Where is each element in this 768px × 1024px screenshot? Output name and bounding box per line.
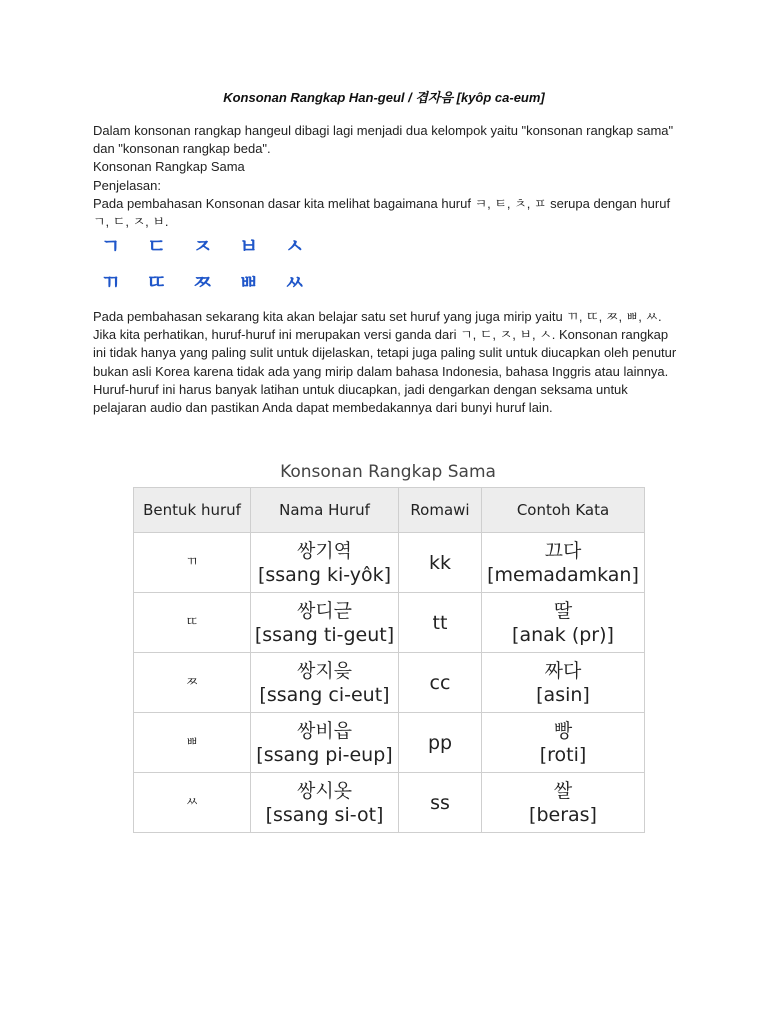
example-meaning: [beras]	[529, 803, 597, 826]
hangul-glyph: ㅃ	[239, 270, 259, 294]
letter-name	[251, 653, 399, 713]
section-heading: Konsonan Rangkap Sama	[93, 159, 245, 175]
table-row	[134, 593, 645, 653]
example-meaning: [memadamkan]	[487, 563, 639, 586]
explanation-label: Penjelasan:	[93, 177, 161, 193]
hangul-glyph: ㅈ	[193, 234, 213, 258]
letter-name-korean: 쌍비읍	[296, 719, 353, 742]
letter-name	[251, 773, 399, 833]
letter-name	[251, 593, 399, 653]
letter-form: ㄲ	[134, 533, 251, 593]
letter-name-korean: 쌍디귿	[296, 599, 353, 622]
hangul-glyph: ㅉ	[193, 270, 213, 294]
example-word	[482, 653, 645, 713]
column-header: Nama Huruf	[251, 488, 399, 533]
hangul-glyph: ㅆ	[285, 270, 305, 294]
letter-form: ㅉ	[134, 653, 251, 713]
single-consonant-row	[101, 230, 331, 259]
letter-name	[251, 713, 399, 773]
letter-name-roman: [ssang ti-geut]	[254, 623, 395, 646]
hangul-glyph: ㄷ	[147, 234, 167, 258]
column-header: Bentuk huruf	[134, 488, 251, 533]
double-consonant-row	[101, 266, 331, 295]
letter-name-korean: 쌍시옷	[296, 779, 353, 802]
table-row	[134, 773, 645, 833]
table-header-row	[134, 488, 645, 533]
hangul-glyph: ㄸ	[147, 270, 167, 294]
example-meaning: [anak (pr)]	[512, 623, 614, 646]
letter-name-korean: 쌍지읒	[296, 659, 353, 682]
example-word	[482, 593, 645, 653]
intro-paragraph: Dalam konsonan rangkap hangeul dibagi lagi menjadi dua kelompok yaitu "konsonan rangkap sama" dan "konsonan rangkap beda".	[93, 123, 674, 157]
letter-form: ㄸ	[134, 593, 251, 653]
hangul-glyph: ㅅ	[285, 234, 305, 258]
page-title: Konsonan Rangkap Han-geul / 겹자음 [kyôp ca-eum]	[223, 90, 545, 105]
hangul-glyph: ㅂ	[239, 234, 259, 258]
consonant-table	[133, 487, 645, 833]
romanization: kk	[399, 533, 482, 593]
intro-section	[93, 122, 683, 231]
body-paragraph: Pada pembahasan sekarang kita akan belajar satu set huruf yang juga mirip yaitu ㄲ, ㄸ, ㅉ, ㅃ, ㅆ. Jika kita perhatikan, huruf-huruf ini merupakan versi ganda dari ㄱ, ㄷ, ㅈ, ㅂ, ㅅ. Konsonan rangkap ini tidak hanya yang paling sulit untuk dijelaskan, tetapi juga paling sulit untuk diucapkan oleh penutur bukan asli Korea karena tidak ada yang mirip dalam bahasa Indonesia, bahasa Inggris atau lainnya. Huruf-huruf ini harus banyak latihan untuk diucapkan, jadi dengarkan dengan seksama untuk pelajaran audio dan pastikan Anda dapat membedakannya dari bunyi huruf lain.	[93, 309, 677, 416]
hangul-glyph: ㄲ	[101, 270, 121, 294]
letter-name	[251, 533, 399, 593]
column-header: Romawi	[399, 488, 482, 533]
example-korean: 짜다	[544, 659, 582, 682]
romanization: tt	[399, 593, 482, 653]
hangul-glyph: ㄱ	[101, 234, 121, 258]
table-caption: Konsonan Rangkap Sama	[280, 462, 496, 482]
example-korean: 끄다	[544, 539, 582, 562]
example-korean: 빵	[553, 719, 573, 742]
example-meaning: [roti]	[539, 743, 587, 766]
letter-form: ㅆ	[134, 773, 251, 833]
table-row	[134, 653, 645, 713]
explanation-paragraph: Pada pembahasan Konsonan dasar kita melihat bagaimana huruf ㅋ, ㅌ, ㅊ, ㅍ serupa dengan huruf ㄱ, ㄷ, ㅈ, ㅂ.	[93, 195, 671, 230]
example-word	[482, 773, 645, 833]
example-meaning: [asin]	[536, 683, 590, 706]
romanization: cc	[399, 653, 482, 713]
letter-form: ㅃ	[134, 713, 251, 773]
table-row	[134, 713, 645, 773]
letter-name-korean: 쌍기역	[296, 539, 353, 562]
letter-name-roman: [ssang ki-yôk]	[257, 563, 392, 586]
example-korean: 딸	[553, 599, 573, 622]
example-word	[482, 713, 645, 773]
example-word	[482, 533, 645, 593]
example-korean: 쌀	[553, 779, 573, 802]
romanization: pp	[399, 713, 482, 773]
table-row	[134, 533, 645, 593]
letter-name-roman: [ssang ci-eut]	[259, 683, 390, 706]
romanization: ss	[399, 773, 482, 833]
column-header: Contoh Kata	[482, 488, 645, 533]
letter-name-roman: [ssang si-ot]	[265, 803, 384, 826]
letter-name-roman: [ssang pi-eup]	[256, 743, 393, 766]
